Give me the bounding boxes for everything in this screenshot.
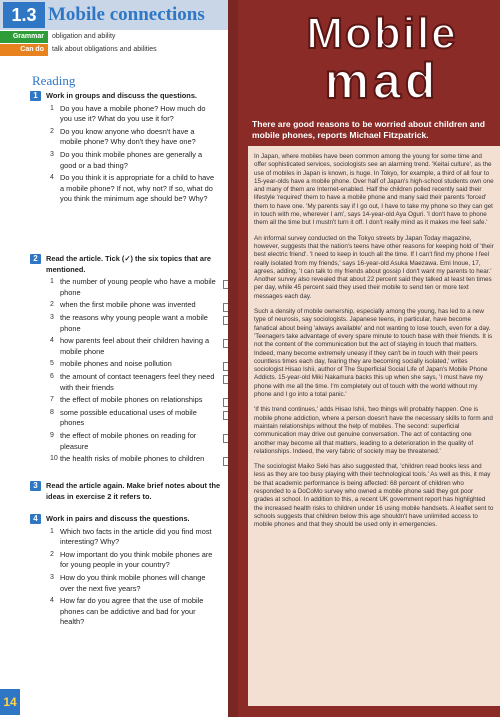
exercise-3 <box>32 481 224 502</box>
topic-text: the number of young people who have a mobile phone <box>60 277 216 297</box>
question-number: 4 <box>50 174 54 182</box>
topic-item <box>32 454 224 465</box>
article-paragraph: The sociologist Maiko Seki has also suggested that, 'children read books less and less as they are too busy playing with their technological tools.' As well as this, it may be that academic performance is being affected: 68 percent of children who responded to a DoCoMo survey who owned a mobile phone said they got poor grades at school. In addition to this, a recent UK government report has highlighted the increased health risks to children under 16 using mobile handsets. A leaflet sent to schools suggests that children below this age shouldn't have unlimited access to mobile phones and that they should be used only in emergencies. <box>254 463 494 529</box>
question-number: 1 <box>50 527 54 535</box>
question-item <box>32 173 224 205</box>
topic-item <box>32 372 224 393</box>
exercise-1 <box>32 91 224 205</box>
topic-text: the reasons why young people want a mobile phone <box>60 312 208 333</box>
question-text: Which two facts in the article did you find most interesting? Why? <box>60 526 212 547</box>
unit-header <box>0 0 228 30</box>
question-text: Do you have a mobile phone? How much do you use it? What do you use it for? <box>60 103 206 124</box>
question-number: 3 <box>50 573 54 581</box>
question-number: 3 <box>50 150 54 158</box>
page-number: 14 <box>0 689 20 715</box>
topic-item <box>32 408 224 429</box>
topic-number: 10 <box>50 455 58 463</box>
question-item <box>32 104 224 125</box>
question-item <box>32 527 224 548</box>
topic-number: 4 <box>50 337 54 345</box>
section-title: Reading <box>32 73 76 88</box>
article-paragraph: In Japan, where mobiles have been common among the young for some time and offer sophisticated services, sociologists see an alarming trend. 'Keitai culture', as the use of mobiles in Japan is known, is huge. In Tokyo, for example, a third of all four to 15-year-olds have a mobile phone. Over half of Japan's high-school students own one and many of them are Internet-enabled. Half the children polled recently said their lifestyle 'required' them to have a mobile phone and many said their parents 'forced' them to have one. 'My parents say if I go out, I have to take my phone so they can get in touch with me, wherever I am', says 14-year-old Aya Oguri. 'I don't have to phone them all the time but I mustn't turn it off. I don't really mind as it makes me feel safe.' <box>254 153 494 227</box>
article-paragraph: 'If this trend continues,' adds Hisao Ishii, 'two things will probably happen. One is mobile phone addiction, where a person doesn't have the necessary skills to form and maintain relationships without the help of mobiles. The second: superficial communication may drive out genuine conversation. The act of contacting one another may become all that matters, leading to a deterioration in the quality of relationships. Indeed, the very fabric of society may be threatened.' <box>254 406 493 455</box>
topic-number: 5 <box>50 360 54 368</box>
question-text: Do you know anyone who doesn't have a mobile phone? Why don't they have one? <box>60 126 196 147</box>
grammar-row <box>0 31 228 43</box>
question-text: How far do you agree that the use of mobile phones can be addictive and bad for your health? <box>60 596 204 627</box>
article-body <box>254 153 494 536</box>
exercise-2 <box>32 254 224 465</box>
topic-number: 8 <box>50 408 54 416</box>
topic-text: mobile phones and noise pollution <box>60 359 172 369</box>
exercise-number: 4 <box>30 514 41 524</box>
grammar-label: Grammar <box>0 31 48 43</box>
exercise-instruction: Work in groups and discuss the questions. <box>46 91 197 100</box>
topic-number: 6 <box>50 372 54 380</box>
topic-item <box>32 313 224 334</box>
topic-text: the health risks of mobile phones to children <box>60 454 205 464</box>
unit-title: Mobile connections <box>48 4 205 25</box>
question-number: 4 <box>50 597 54 605</box>
article-panel-inner <box>238 0 500 717</box>
topic-item <box>32 277 224 298</box>
question-text: Do you think mobile phones are generally a good or a bad thing? <box>60 149 203 170</box>
article-standfirst: There are good reasons to be worried about children and mobile phones, reports Michael Fitzpatrick. <box>252 119 486 140</box>
topic-text: how parents feel about their children having a mobile phone <box>60 336 210 356</box>
exercise-instruction: Work in pairs and discuss the questions. <box>46 514 190 523</box>
question-item <box>32 150 224 171</box>
question-text: How important do you think mobile phones are for young people in your country? <box>60 549 213 570</box>
question-item <box>32 573 224 594</box>
topic-text: the effect of mobile phones on relationships <box>60 395 203 405</box>
topic-text: when the first mobile phone was invented <box>60 300 196 310</box>
question-item <box>32 550 224 571</box>
exercise-instruction: Read the article again. Make brief notes about the ideas in exercise 2 it refers to. <box>46 481 221 501</box>
mobile-mad-logo <box>272 4 492 104</box>
exercise-column <box>0 0 228 717</box>
question-number: 2 <box>50 127 54 135</box>
question-text: How do you think mobile phones will change over the next five years? <box>60 572 206 593</box>
cando-text: talk about obligations and abilities <box>52 46 157 53</box>
topic-item <box>32 431 224 452</box>
article-box <box>248 146 500 706</box>
topic-number: 1 <box>50 278 54 286</box>
topic-number: 9 <box>50 431 54 439</box>
topic-text: the effect of mobile phones on reading for pleasure <box>60 430 197 451</box>
exercise-number: 2 <box>30 254 41 264</box>
question-number: 2 <box>50 550 54 558</box>
article-paragraph: Such a density of mobile ownership, especially among the young, has led to a new type of neurosis, say sociologists. Japanese teens, in particular, have become fanatical about being 'always available' and not wanting to lose touch, even for a day. 'Teenagers take advantage of every spare minute to touch base with their friends. It is not the content of the communication but the act of staying in touch that matters. Indeed, many become extremely uneasy if they can't be in touch with their peers countless times each day, fearing they are becoming socially isolated,' writes sociologist Hisao Ishii, author of The Superficial Social Life of Japan's Mobile Phone Addicts. 15-year-old Miki Nakamura backs this up when she says, 'I must have my phone with me all the time. I'm completely out of touch with the world without my phone and I go into a total panic.' <box>254 308 493 399</box>
topic-item <box>32 300 224 311</box>
question-item <box>32 127 224 148</box>
topic-item <box>32 336 224 357</box>
question-item <box>32 596 224 628</box>
topic-number: 7 <box>50 396 54 404</box>
topic-number: 3 <box>50 313 54 321</box>
question-text: Do you think it is appropriate for a child to have a mobile phone? If not, why not? If so, what do you think the minimum age should be? Why? <box>60 173 215 204</box>
article-panel <box>228 0 500 717</box>
exercise-number: 1 <box>30 91 41 101</box>
topic-item <box>32 359 224 370</box>
logo-line-2: mad <box>324 53 440 104</box>
logo-line-1: Mobile <box>306 9 458 58</box>
topic-text: some possible educational uses of mobile phones <box>60 407 197 428</box>
topic-text: the amount of contact teenagers feel they need with their friends <box>60 371 215 392</box>
article-paragraph: An informal survey conducted on the Tokyo streets by Japan Today magazine, however, suggests that the nation's teens have other reasons for keeping hold of 'their best electric friend'. 'I need to keep in touch all the time. If I can't find my phone I feel really isolated from my friends,' says 16-year-old Asuka Maezawa. Emi Inoue, 17, agrees, adding, 'I can talk to my friends about gossip I don't want my parents to hear.' Another survey also revealed that about 22 percent said they talked at least ten times per day, while 45 percent said they used their mobile to send ten or more text messages each day. <box>254 234 494 300</box>
grammar-text: obligation and ability <box>52 33 116 40</box>
exercise-4 <box>32 514 224 628</box>
cando-label: Can do <box>0 44 48 56</box>
question-number: 1 <box>50 104 54 112</box>
topic-number: 2 <box>50 301 54 309</box>
exercise-instruction: Read the article. Tick (✓) the six topics that are mentioned. <box>46 254 212 274</box>
topic-item <box>32 395 224 406</box>
unit-number: 1.3 <box>3 2 45 28</box>
cando-row <box>0 44 228 56</box>
exercise-number: 3 <box>30 481 41 491</box>
